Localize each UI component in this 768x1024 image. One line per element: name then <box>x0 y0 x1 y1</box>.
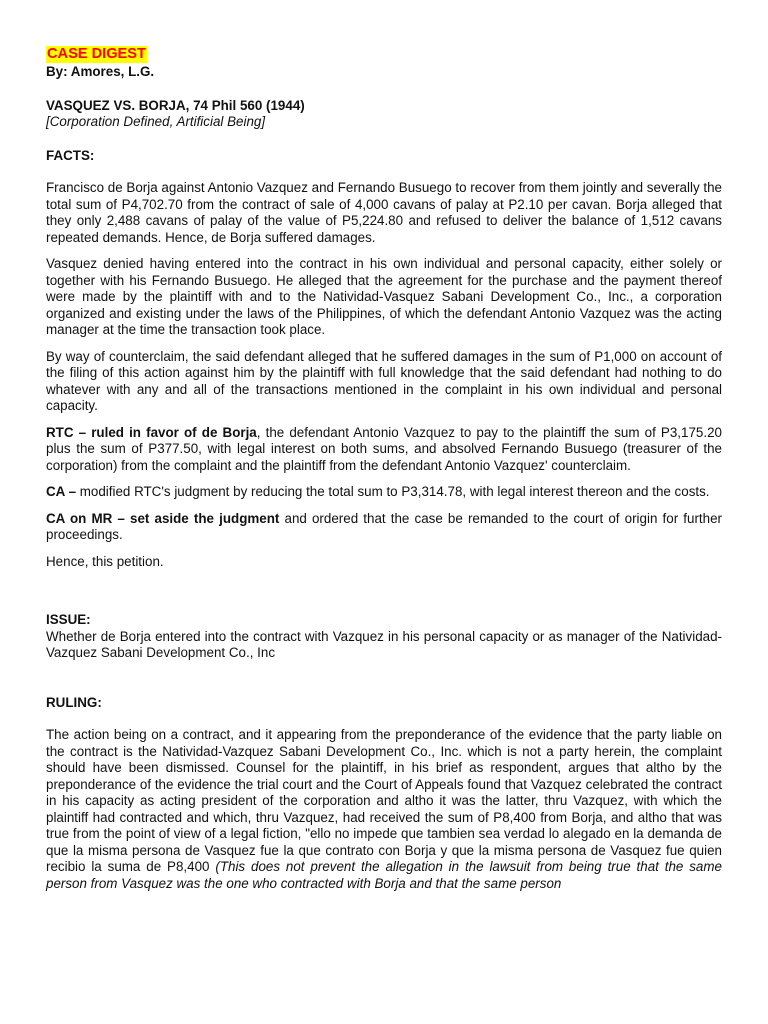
rtc-text: , the defendant Antonio Vazquez to pay to the plaintiff the sum of P3,175.20 plus the sum of P377.50, with legal interest on both sums, and absolved Fernando Busuego (treasurer of the corporation) from the complaint and the plaintiff from the defendant Antonio Vazquez' counterclaim. <box>46 424 722 473</box>
facts-heading: FACTS: <box>46 147 95 163</box>
ruling-paragraph <box>46 727 722 892</box>
case-digest-title: CASE DIGEST <box>47 46 146 62</box>
closing-line: Hence, this petition. <box>46 553 164 569</box>
facts-paragraph-2: Vasquez denied having entered into the contract in his own individual and personal capacity, either solely or together with his Fernando Busuego. He alleged that the agreement for the purchase and the payment thereof were made by the plaintiff with and to the Natividad-Vasquez Sabani Development Co., Inc., a corporation organized and existing under the laws of the Philippines, of which the defendant Antonio Vazquez was the acting manager at the time the transaction took place. <box>46 256 722 337</box>
ca-text: modified RTC's judgment by reducing the total sum to P3,314.78, with legal interest thereon and the costs. <box>76 484 710 499</box>
doctrine-line: [Corporation Defined, Artificial Being] <box>46 114 266 129</box>
ca-mr-label: CA on MR – set aside the judgment <box>46 510 280 526</box>
ca-paragraph <box>46 484 722 501</box>
ca-mr-text: and ordered that the case be remanded to the court of origin for further proceedings. <box>46 510 723 542</box>
case-title: VASQUEZ VS. BORJA, 74 Phil 560 (1944) <box>46 97 305 113</box>
rtc-label: RTC – ruled in favor of de Borja <box>46 424 257 440</box>
document-page <box>46 45 722 892</box>
issue-heading: ISSUE: <box>46 612 91 627</box>
facts-paragraph-3: By way of counterclaim, the said defendant alleged that he suffered damages in the sum of P1,000 on account of the filing of this action against him by the plaintiff with full knowledge that the said defendant had nothing to do whatever with any and all of the transactions mentioned in the complaint in his own individual and personal capacity. <box>46 348 722 413</box>
document-header <box>46 45 722 131</box>
author-line: By: Amores, L.G. <box>46 64 155 79</box>
ca-mr-paragraph <box>46 511 722 544</box>
ruling-text: The action being on a contract, and it appearing from the preponderance of the evidence that the party liable on the contract is the Natividad-Vazquez Sabani Development Co., Inc. which is not a party herein, the complaint should have been dismissed. Counsel for the plaintiff, in his brief as respondent, argues that altho by the preponderance of the evidence the trial court and the Court of Appeals found that Vazquez celebrated the contract in his capacity as acting president of the corporation and altho it was the latter, thru Vazquez, with which the plaintiff had contracted and which, thru Vazquez, had received the sum of P8,400 from Borja, and altho that was true from the point of view of a legal fiction, "ello no impede que tambien sea verdad lo alegado en la demanda de que la misma persona de Vasquez fue la que contrato con Borja y que la misma persona de Vasquez fue quien recibio la suma de P8,400 <box>46 727 722 874</box>
facts-paragraph-1: Francisco de Borja against Antonio Vazquez and Fernando Busuego to recover from them jointly and severally the total sum of P4,702.70 from the contract of sale of 4,000 cavans of palay at P2.10 per cavan. Borja alleged that they only 2,488 cavans of palay of the value of P5,224.80 and refused to deliver the balance of 1,512 cavans repeated demands. Hence, de Borja suffered damages. <box>46 180 722 245</box>
ruling-translation: (This does not prevent the allegation in the lawsuit from being true that the same person from Vasquez was the one who contracted with Borja and that the same person <box>46 859 722 891</box>
issue-text: Whether de Borja entered into the contract with Vazquez in his personal capacity or as manager of the Natividad-Vazquez Sabani Development Co., Inc <box>46 628 722 660</box>
rtc-paragraph <box>46 425 722 475</box>
ruling-heading: RULING: <box>46 694 102 710</box>
ca-label: CA – <box>46 484 77 499</box>
